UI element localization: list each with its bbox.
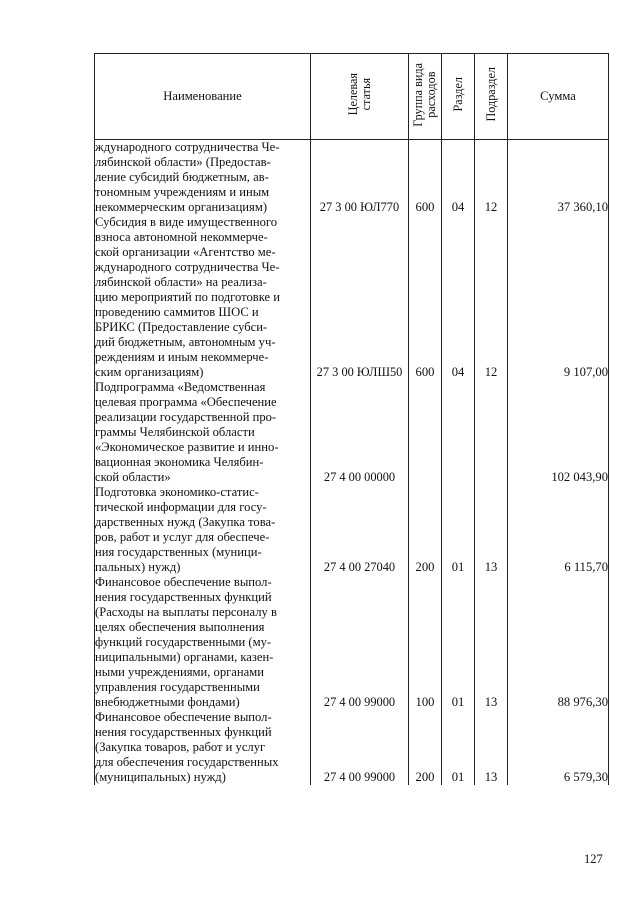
header-section: Раздел [450,77,465,112]
header-sum: Сумма [508,54,609,140]
row-section [442,380,475,485]
header-subsection: Подраздел [483,67,498,122]
row-name-line: (Закупка товаров, работ и услуг [95,740,266,754]
budget-table [94,53,609,785]
row-name-line: (Расходы на выплаты персоналу в [95,605,277,619]
row-expense-group: 600 [409,140,442,216]
row-section: 01 [442,485,475,575]
row-target-article: 27 4 00 27040 [311,485,409,575]
row-name-line: БРИКС (Предоставление субси- [95,320,268,334]
row-name-line: граммы Челябинской области [95,425,255,439]
row-name-line: ждународного сотрудничества Че- [95,140,280,154]
header-expense-group: Группа вида расходов [411,62,438,127]
row-name-line: взноса автономной некоммерче- [95,230,268,244]
row-name-line: нения государственных функций [95,725,272,739]
row-name-line: тической информации для госу- [95,500,267,514]
row-target-article: 27 4 00 99000 [311,710,409,785]
row-sum: 6 115,70 [508,485,609,575]
table-row [95,140,609,216]
row-section: 04 [442,215,475,380]
row-section: 01 [442,575,475,710]
row-name-line: реализации государственной про- [95,410,277,424]
row-name-line: целях обеспечения выполнения [95,620,265,634]
row-name-line: тономным учреждениям и иным [95,185,270,199]
row-sum: 9 107,00 [508,215,609,380]
row-name-line: ния государственных (муници- [95,545,262,559]
row-subsection: 13 [475,485,508,575]
row-name [95,140,311,216]
row-name-line: ление субсидий бюджетным, ав- [95,170,269,184]
row-target-article: 27 4 00 00000 [311,380,409,485]
row-name-line: ниципальными) органами, казен- [95,650,274,664]
row-expense-group: 600 [409,215,442,380]
row-subsection [475,380,508,485]
row-name [95,710,311,785]
row-name-line: Финансовое обеспечение выпол- [95,575,272,589]
row-sum: 102 043,90 [508,380,609,485]
row-name-line: ров, работ и услуг для обеспече- [95,530,270,544]
row-expense-group: 100 [409,575,442,710]
row-name-line: дарственных нужд (Закупка това- [95,515,276,529]
row-name-line: ждународного сотрудничества Че- [95,260,280,274]
row-section: 04 [442,140,475,216]
row-name-line: целевая программа «Обеспечение [95,395,277,409]
table-header-row [95,54,609,140]
row-subsection: 13 [475,575,508,710]
row-sum: 6 579,30 [508,710,609,785]
row-name-line: проведению саммитов ШОС и [95,305,259,319]
row-expense-group: 200 [409,710,442,785]
row-name-line: Субсидия в виде имущественного [95,215,278,229]
row-subsection: 13 [475,710,508,785]
row-name-line: «Экономическое развитие и инно- [95,440,279,454]
row-name-line: функций государственными (му- [95,635,272,649]
row-expense-group: 200 [409,485,442,575]
row-name-line: цию мероприятий по подготовке и [95,290,281,304]
row-name-line: лябинской области» на реализа- [95,275,267,289]
row-name-line: некоммерческим организациям) [95,200,268,214]
row-sum: 37 360,10 [508,140,609,216]
row-name-line: ской области» [95,470,171,484]
row-name-line: внебюджетными фондами) [95,695,240,709]
row-target-article: 27 3 00 ЮЛ770 [311,140,409,216]
row-name-line: Подпрограмма «Ведомственная [95,380,266,394]
row-name-line: Финансовое обеспечение выпол- [95,710,272,724]
row-section: 01 [442,710,475,785]
row-subsection: 12 [475,140,508,216]
table-row [95,380,609,485]
row-name-line: вационная экономика Челябин- [95,455,264,469]
row-expense-group [409,380,442,485]
row-name-line: для обеспечения государственных [95,755,279,769]
row-name-line: ским организациям) [95,365,204,379]
table-row [95,485,609,575]
row-sum: 88 976,30 [508,575,609,710]
row-name-line: (муниципальных) нужд) [95,770,226,784]
row-name [95,380,311,485]
row-target-article: 27 3 00 ЮЛШ50 [311,215,409,380]
row-name [95,485,311,575]
row-name [95,575,311,710]
row-name-line: управления государственными [95,680,260,694]
row-name-line: Подготовка экономико-статис- [95,485,259,499]
row-name-line: лябинской области» (Предостав- [95,155,271,169]
row-name-line: ными учреждениями, органами [95,665,264,679]
header-name: Наименование [95,54,311,140]
table-row [95,215,609,380]
table-row [95,575,609,710]
table-row [95,710,609,785]
table-body [95,140,609,786]
row-name-line: нения государственных функций [95,590,272,604]
row-name [95,215,311,380]
row-target-article: 27 4 00 99000 [311,575,409,710]
row-subsection: 12 [475,215,508,380]
page-number: 127 [584,852,603,866]
header-target-article: Целевая статья [345,73,373,116]
row-name-line: пальных) нужд) [95,560,181,574]
row-name-line: дий бюджетным, автономным уч- [95,335,276,349]
row-name-line: ской организации «Агентство ме- [95,245,276,259]
row-name-line: реждениям и иным некоммерче- [95,350,269,364]
